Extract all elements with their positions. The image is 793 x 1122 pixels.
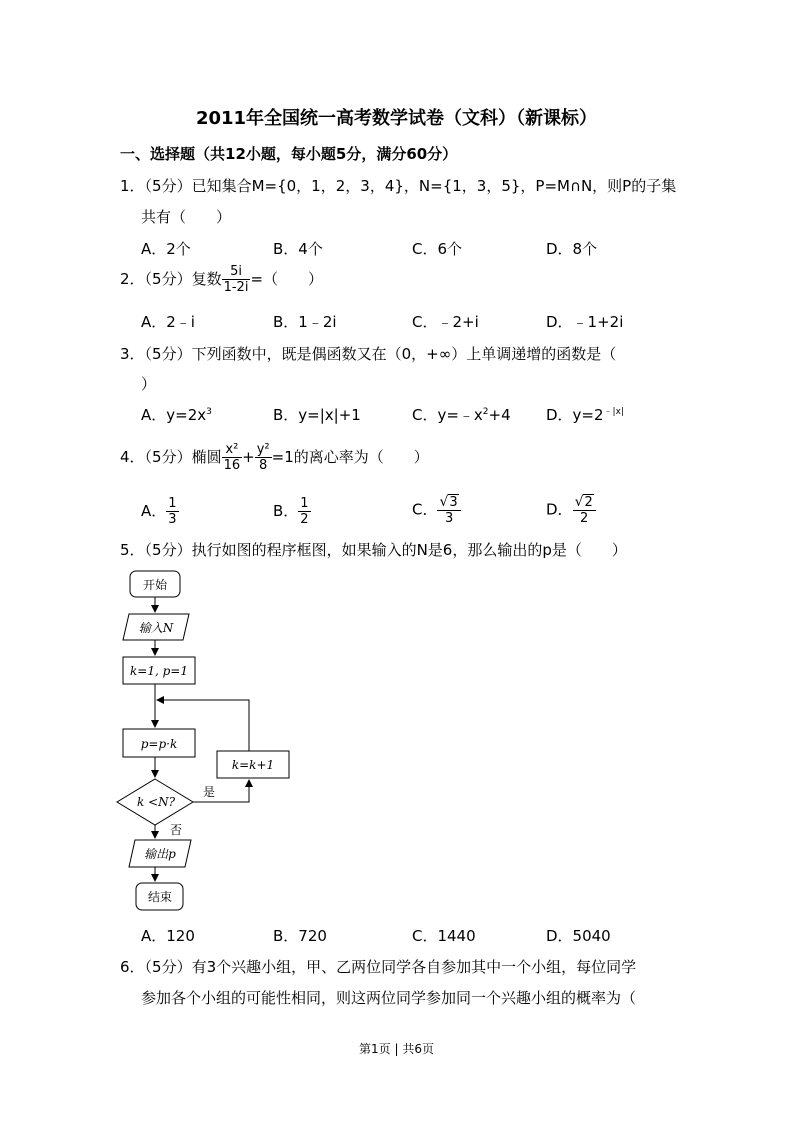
question-4-option-c-radicand: 3 xyxy=(449,495,458,510)
question-2-fraction xyxy=(222,264,251,295)
question-4-fraction-y-den: 8 xyxy=(259,458,268,473)
question-2-option-a: A．2﹣i xyxy=(141,313,195,331)
radical-sign: √ xyxy=(574,494,584,510)
question-4-option-a-num: 1 xyxy=(168,496,177,511)
question-4-suffix: =1的离心率为（ ） xyxy=(271,448,429,466)
question-1-option-c: C．6个 xyxy=(412,240,463,258)
question-4-option-d-radicand: 2 xyxy=(584,495,593,510)
question-4-option-b-num: 1 xyxy=(300,496,309,511)
question-3-option-d-base: D．y=2 xyxy=(546,406,604,424)
question-2-option-d: D．﹣1+2i xyxy=(546,313,624,331)
question-1-text: 1．（5分）已知集合M={0，1，2，3，4}，N={1，3，5}，P=M∩N，则P的子集 xyxy=(120,177,677,195)
question-4-option-b xyxy=(273,496,311,527)
question-3-option-b: B．y=|x|+1 xyxy=(273,406,361,424)
question-1-option-d: D．8个 xyxy=(546,240,598,258)
question-4-option-d-fraction xyxy=(573,494,596,526)
question-4-option-b-den: 2 xyxy=(300,512,309,527)
question-4-plus: + xyxy=(242,448,255,466)
question-4-option-c-num xyxy=(437,494,460,511)
question-3-option-c-exponent: 2 xyxy=(482,407,489,417)
page-footer: 第1页 | 共6页 xyxy=(359,1042,434,1056)
question-2-option-b: B．1﹣2i xyxy=(273,313,337,331)
flow-input-label: 输入N xyxy=(138,621,174,635)
question-4-fraction-y xyxy=(255,442,272,473)
question-4-option-d-num xyxy=(573,494,596,511)
flow-no-label: 否 xyxy=(170,823,183,837)
flow-decision-label: k <N? xyxy=(136,795,176,809)
question-2-option-c: C．﹣2+i xyxy=(412,313,479,331)
question-4-option-d-den: 2 xyxy=(580,511,589,526)
question-5-option-c: C．1440 xyxy=(412,927,476,945)
question-3-option-c-tail: +4 xyxy=(488,406,511,424)
question-5-option-a: A．120 xyxy=(141,927,195,945)
question-4-option-b-label: B． xyxy=(273,502,299,520)
flow-assign-label: p=p·k xyxy=(140,737,178,751)
question-4-fraction-x-den: 16 xyxy=(223,458,241,473)
question-4-option-a-den: 3 xyxy=(168,512,177,527)
question-4-option-a-label: A． xyxy=(141,502,167,520)
question-2-numerator: 5i xyxy=(222,264,251,280)
question-4-text xyxy=(120,442,429,473)
question-2-denominator: 1-2i xyxy=(223,280,249,295)
question-4-fraction-x xyxy=(222,442,243,473)
flowchart xyxy=(115,565,305,915)
question-4-fraction-x-num: x² xyxy=(222,442,243,458)
radical-sign: √ xyxy=(439,494,449,510)
question-1-option-a: A．2个 xyxy=(141,240,191,258)
question-3-option-d-exponent: ﹣|x| xyxy=(603,407,624,417)
question-3-option-a-base: A．y=2x xyxy=(141,406,207,424)
question-4-option-d-label: D． xyxy=(546,500,573,519)
question-3-text: 3．（5分）下列函数中，既是偶函数又在（0，+∞）上单调递增的函数是（ xyxy=(120,345,617,363)
question-2-suffix: =（ ） xyxy=(250,270,324,288)
question-1-text-cont: 共有（ ） xyxy=(141,208,232,226)
question-3-option-d xyxy=(546,404,624,425)
question-5-option-d: D．5040 xyxy=(546,927,611,945)
flow-init-label: k=1, p=1 xyxy=(130,664,188,678)
question-4-option-b-fraction xyxy=(298,496,310,527)
question-3-option-a-exponent: 3 xyxy=(206,407,212,417)
flow-yes-label: 是 xyxy=(203,785,216,799)
question-3-option-c xyxy=(412,404,511,425)
question-4-option-c-label: C． xyxy=(412,500,438,519)
question-4-option-c xyxy=(412,494,461,526)
question-2-text xyxy=(120,264,323,295)
question-4-option-c-den: 3 xyxy=(444,511,454,526)
question-5-option-b: B．720 xyxy=(273,927,327,945)
question-3-text-cont: ） xyxy=(141,375,157,393)
question-5-text: 5．（5分）执行如图的程序框图，如果输入的N是6，那么输出的p是（ ） xyxy=(120,541,627,559)
question-4-option-a xyxy=(141,496,179,527)
section-heading: 一、选择题（共12小题，每小题5分，满分60分） xyxy=(120,145,458,163)
question-4-option-d xyxy=(546,494,596,526)
question-4-option-a-fraction xyxy=(166,496,178,527)
question-3-option-c-base: C．y=﹣x xyxy=(412,406,483,424)
flow-end-label: 结束 xyxy=(147,890,173,904)
question-6-text: 6．（5分）有3个兴趣小组，甲、乙两位同学各自参加其中一个小组，每位同学 xyxy=(120,958,637,976)
question-3-option-a xyxy=(141,404,212,425)
flow-output-label: 输出p xyxy=(144,847,176,861)
flow-start-label: 开始 xyxy=(142,578,168,592)
question-4-prefix: 4．（5分）椭圆 xyxy=(120,448,222,466)
question-4-fraction-y-num: y² xyxy=(256,442,270,457)
page-title: 2011年全国统一高考数学试卷（文科）（新课标） xyxy=(195,108,598,129)
question-2-prefix: 2．（5分）复数 xyxy=(120,270,222,288)
question-1-option-b: B．4个 xyxy=(273,240,323,258)
flow-increment-label: k=k+1 xyxy=(231,758,275,772)
question-6-text-cont: 参加各个小组的可能性相同，则这两位同学参加同一个兴趣小组的概率为（ xyxy=(141,989,637,1007)
question-4-option-c-fraction xyxy=(437,494,460,526)
